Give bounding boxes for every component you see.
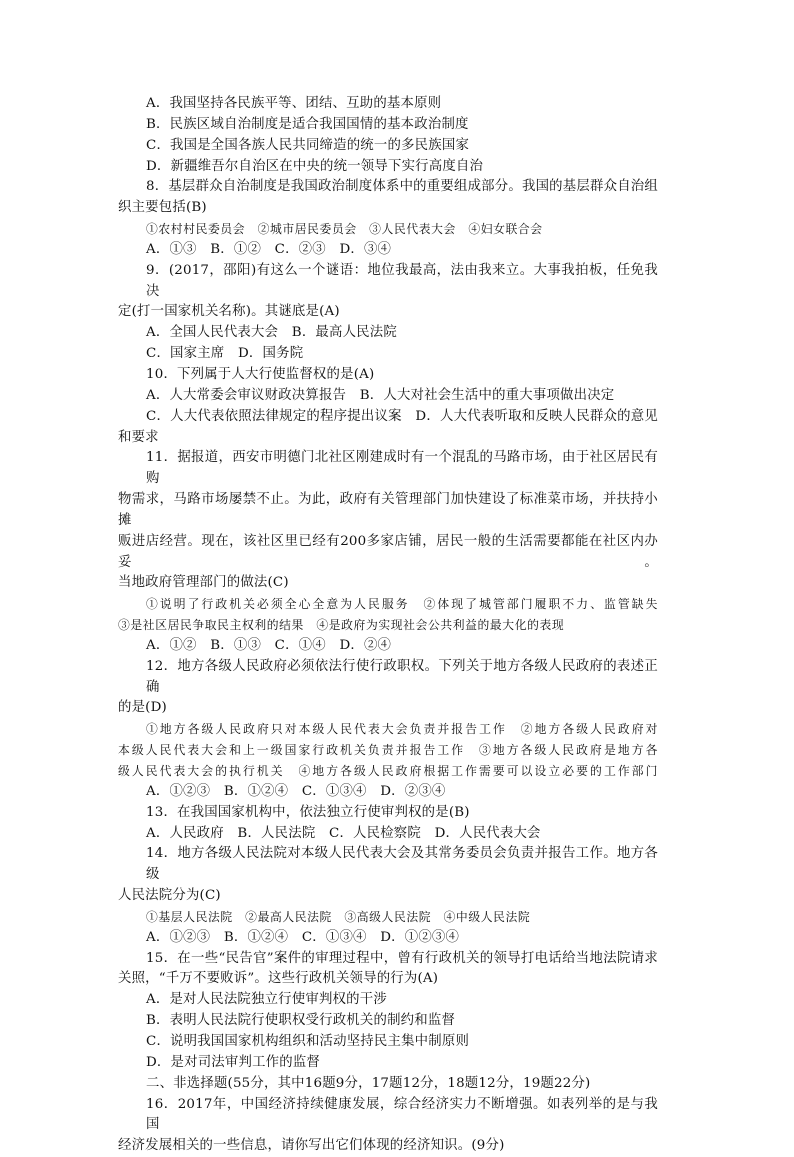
text-line: ①地方各级人民政府只对本级人民代表大会负责并报告工作 ②地方各级人民政府对 [146,722,658,737]
text-line: C．说明我国国家机构组织和活动坚持民主集中制原则 [146,1033,470,1049]
text-line: 贩进店经营。现在，该社区里已经有200多家店铺，居民一般的生活需要都能在社区内办妥。 [118,533,658,570]
text-line: 关照，“千万不要败诉”。这些行政机关领导的行为(A) [118,971,439,987]
document-body [118,94,658,1157]
text-line: 9．(2017，邵阳)有这么一个谜语：地位我最高，法由我来立。大事我拍板，任免我决 [146,262,658,299]
text-line: B．民族区域自治制度是适合我国国情的基本政治制度 [146,116,469,132]
text-line: C．国家主席 D．国务院 [146,346,304,362]
text-line: 的是(D) [118,700,167,716]
text-line: 14．地方各级人民法院对本级人民代表大会及其常务委员会负责并报告工作。地方各级 [146,846,658,883]
text-line: C．我国是全国各族人民共同缔造的统一的多民族国家 [146,137,470,153]
text-line: 11．据报道，西安市明德门北社区刚建成时有一个混乱的马路市场，由于社区居民有购 [146,450,658,487]
text-line: A．①② B．①③ C．①④ D．②④ [146,637,392,653]
text-line: 织主要包括(B) [118,200,207,216]
text-line: A．①②③ B．①②④ C．①③④ D．②③④ [146,783,446,799]
text-line: ①农村村民委员会 ②城市居民委员会 ③人民代表大会 ④妇女联合会 [146,222,543,237]
text-line: ①说明了行政机关必须全心全意为人民服务 ②体现了城管部门履职不力、监管缺失 [146,597,658,612]
text-line: 人民法院分为(C) [118,888,221,904]
text-line: A．①③ B．①② C．②③ D．③④ [146,241,392,257]
text-line: 定(打一国家机关名称)。其谜底是(A) [118,304,340,320]
text-line: D．是对司法审判工作的监督 [146,1054,321,1070]
text-line: 12．地方各级人民政府必须依法行使行政职权。下列关于地方各级人民政府的表述正确 [146,658,658,695]
text-line: D．新疆维吾尔自治区在中央的统一领导下实行高度自治 [146,158,484,174]
text-line: 和要求 [118,429,159,445]
text-line: 8．基层群众自治制度是我国政治制度体系中的重要组成部分。我国的基层群众自治组 [146,179,658,195]
text-line: A．人大常委会审议财政决算报告 B．人大对社会生活中的重大事项做出决定 [146,387,615,403]
text-line: 13．在我国国家机构中，依法独立行使审判权的是(B) [146,804,470,820]
text-line: A．人民政府 B．人民法院 C．人民检察院 D．人民代表大会 [146,825,541,841]
text-line: 当地政府管理部门的做法(C) [118,575,289,591]
text-line: A．全国人民代表大会 B．最高人民法院 [146,325,397,341]
text-line: A．①②③ B．①②④ C．①③④ D．①②③④ [146,929,460,945]
text-line: A．我国坚持各民族平等、团结、互助的基本原则 [146,96,442,111]
text-line: ③是社区居民争取民主权利的结果 ④是政府为实现社会公共利益的最大化的表现 [118,618,565,633]
text-line: 经济发展相关的一些信息，请你写出它们体现的经济知识。(9分) [118,1138,505,1154]
text-line: A．是对人民法院独立行使审判权的干涉 [146,992,387,1008]
text-line: 级人民代表大会的执行机关 ④地方各级人民政府根据工作需要可以设立必要的工作部门 [118,764,658,778]
text-line: C．人大代表依照法律规定的程序提出议案 D．人大代表听取和反映人民群众的意见 [146,408,658,424]
text-line: 本级人民代表大会和上一级国家行政机关负责并报告工作 ③地方各级人民政府是地方各 [118,743,658,758]
text-line: 二、非选择题(55分，其中16题9分，17题12分，18题12分，19题22分) [146,1075,591,1091]
text-line: B．表明人民法院行使职权受行政机关的制约和监督 [146,1013,456,1029]
text-line: 15．在一些“民告官”案件的审理过程中，曾有行政机关的领导打电话给当地法院请求 [146,950,658,966]
text-line: ①基层人民法院 ②最高人民法院 ③高级人民法院 ④中级人民法院 [146,909,531,924]
text-line: 16．2017年，中国经济持续健康发展，综合经济实力不断增强。如表列举的是与我国 [146,1096,658,1133]
text-line: 物需求，马路市场屡禁不止。为此，政府有关管理部门加快建设了标准菜市场，并扶持小摊 [118,492,658,528]
text-line: 10．下列属于人大行使监督权的是(A) [146,366,375,382]
